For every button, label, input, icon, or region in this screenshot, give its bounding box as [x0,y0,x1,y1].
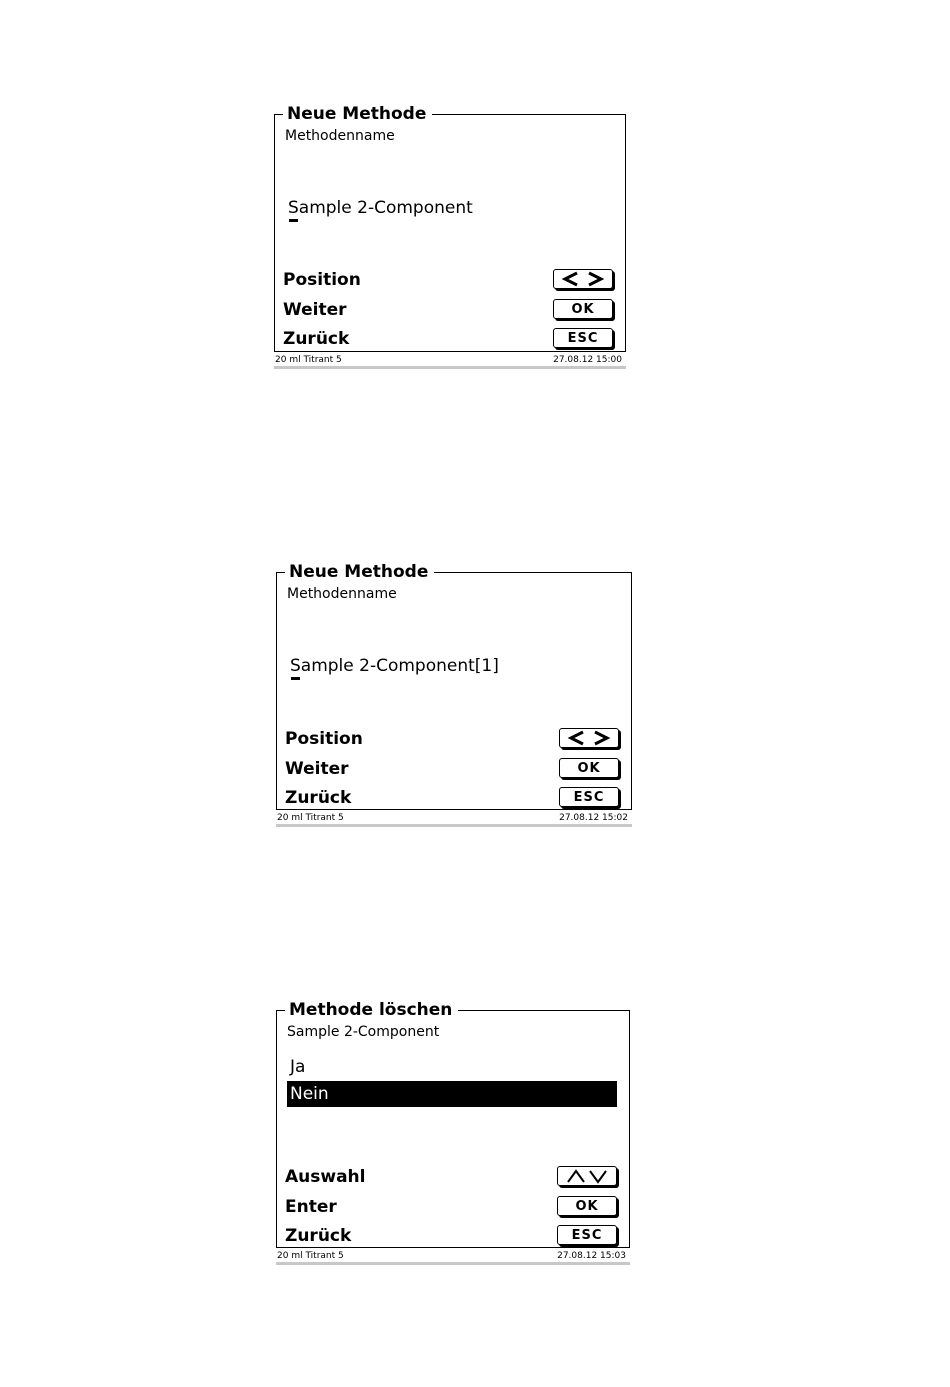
action-row-position [285,728,619,752]
action-label: Weiter [285,759,349,779]
left-right-key[interactable] [553,269,613,289]
dialog-title-bar [285,1001,629,1019]
action-label: Zurück [283,329,350,349]
action-row-zurueck [283,328,613,352]
title-rule [434,572,631,573]
dialog-frame [276,562,632,810]
dialog-title-bar [285,563,631,581]
device-info: 20 ml Titrant 5 [277,1251,344,1261]
ok-key[interactable]: OK [559,758,619,778]
field-label: Methodenname [287,586,397,602]
field-label: Methodenname [285,128,395,144]
option-ja[interactable]: Ja [290,1057,306,1077]
title-rule [432,114,625,115]
dialog-frame [276,1000,630,1248]
timestamp: 27.08.12 15:03 [557,1251,626,1261]
left-right-arrows-icon [561,271,605,287]
action-row-weiter [283,299,613,323]
status-bar [274,352,626,369]
dialog-title: Neue Methode [285,563,434,581]
action-row-zurueck [285,787,619,811]
action-row-position [283,269,613,293]
ok-key[interactable]: OK [553,299,613,319]
action-label: Position [283,270,361,290]
action-label: Enter [285,1197,337,1217]
action-row-zurueck [285,1225,617,1249]
esc-key[interactable]: ESC [557,1225,617,1245]
up-down-arrows-icon [565,1168,609,1184]
screen-new-method-1 [274,104,626,369]
up-down-key[interactable] [557,1166,617,1186]
action-row-auswahl [285,1166,617,1190]
timestamp: 27.08.12 15:00 [553,355,622,365]
action-label: Position [285,729,363,749]
action-label: Zurück [285,788,352,808]
title-rule [458,1010,629,1011]
screen-new-method-2 [276,562,632,827]
esc-key[interactable]: ESC [553,328,613,348]
device-info: 20 ml Titrant 5 [275,355,342,365]
device-info: 20 ml Titrant 5 [277,813,344,823]
left-right-arrows-icon [567,730,611,746]
action-row-weiter [285,758,619,782]
status-bar [276,1248,630,1265]
status-bar [276,810,632,827]
option-nein-selected[interactable]: Nein [287,1081,617,1107]
method-name-label: Sample 2-Component [287,1024,440,1040]
action-label: Weiter [283,300,347,320]
dialog-title: Neue Methode [283,105,432,123]
screen-delete-method [276,1000,630,1265]
dialog-frame [274,104,626,352]
dialog-title: Methode löschen [285,1001,458,1019]
method-name-input[interactable]: Sample 2-Component[1] [290,656,499,676]
dialog-title-bar [283,105,625,123]
action-label: Zurück [285,1226,352,1246]
method-name-input[interactable]: Sample 2-Component [288,198,473,218]
text-cursor [291,677,300,680]
action-row-enter [285,1196,617,1220]
text-cursor [289,219,298,222]
action-label: Auswahl [285,1167,366,1187]
left-right-key[interactable] [559,728,619,748]
esc-key[interactable]: ESC [559,787,619,807]
ok-key[interactable]: OK [557,1196,617,1216]
timestamp: 27.08.12 15:02 [559,813,628,823]
